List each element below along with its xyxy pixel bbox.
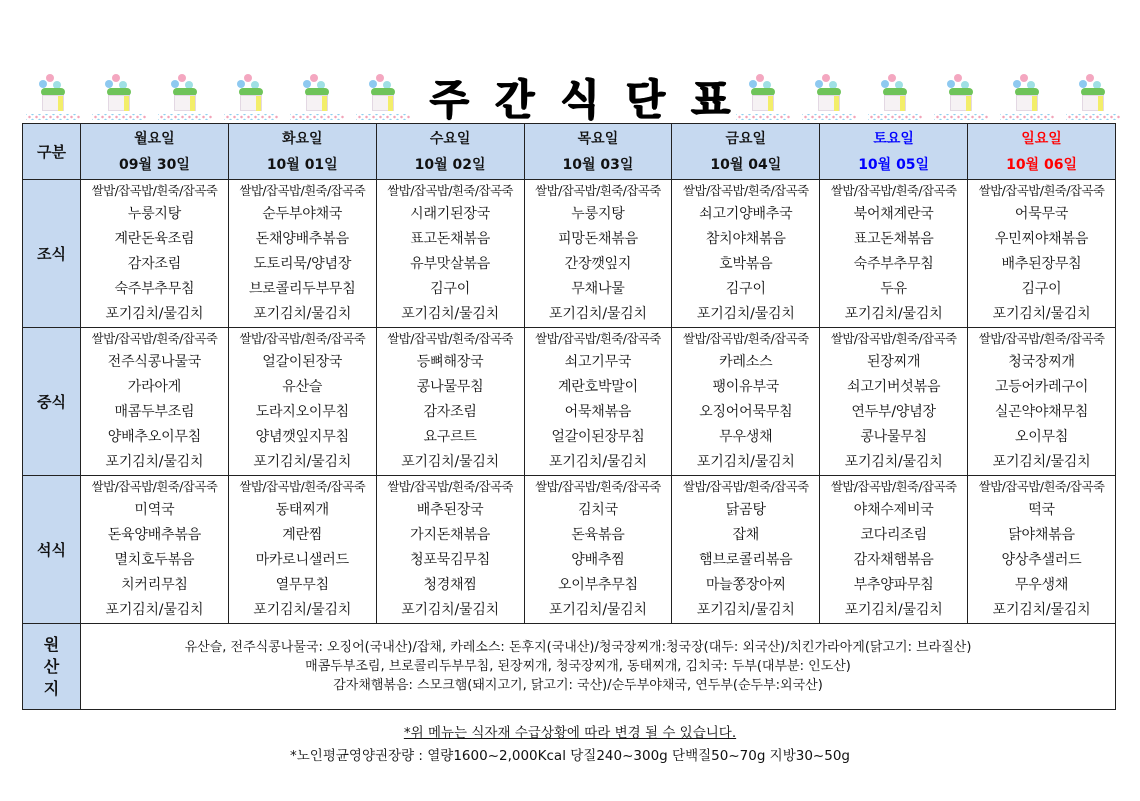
- rice-options: 쌀밥/잡곡밥/흰죽/잡곡죽: [535, 479, 661, 494]
- dish-item: 간장깻잎지: [564, 256, 632, 272]
- dish-item: 멸치호두볶음: [114, 552, 195, 568]
- dish-item: 포기김치/물김치: [696, 454, 795, 470]
- dish-item: 가지돈채볶음: [410, 527, 491, 543]
- menu-cell: [672, 476, 820, 624]
- day-header: [228, 124, 376, 180]
- day-date: 10월 02일: [414, 156, 486, 173]
- dish-item: 누룽지탕: [571, 206, 625, 222]
- meal-label: 석식: [23, 476, 81, 624]
- dish-item: 전주식콩나물국: [107, 354, 202, 370]
- meal-row: [23, 328, 1116, 476]
- dish-item: 포기김치/물김치: [105, 454, 204, 470]
- weekly-menu-table: [22, 123, 1116, 710]
- rice-options: 쌀밥/잡곡밥/흰죽/잡곡죽: [830, 331, 957, 346]
- meal-row: [23, 180, 1116, 328]
- dish-item: 양념깻잎지무침: [255, 429, 349, 445]
- dish-item: 김구이: [430, 281, 471, 297]
- dish-item: 유산슬: [282, 379, 323, 395]
- origin-label: [23, 624, 81, 710]
- day-name: 목요일: [577, 130, 619, 147]
- nutrition-guideline: *노인평균영양권장량 : 열량1600~2,000Kcal 당질240~300g 단백질50~70g 지방30~50g: [290, 748, 850, 764]
- dish-item: 포기김치/물김치: [401, 454, 499, 470]
- menu-cell: [376, 476, 524, 624]
- dish-item: 돈육양배추볶음: [107, 527, 202, 543]
- dish-item: 김구이: [725, 281, 766, 297]
- dish-item: 연두부/양념장: [851, 404, 936, 420]
- title-char: 표: [691, 74, 730, 124]
- flower-pot-icon: [798, 70, 858, 122]
- flower-pot-icon: [1062, 70, 1122, 122]
- dish-item: 오징어어묵무침: [699, 404, 793, 420]
- dish-item: 표고돈채볶음: [410, 231, 491, 247]
- menu-cell: [228, 476, 376, 624]
- menu-cell: [524, 180, 672, 328]
- origin-info: [81, 624, 1116, 710]
- menu-cell: [228, 180, 376, 328]
- title-char: 주: [430, 74, 469, 124]
- rice-options: 쌀밥/잡곡밥/흰죽/잡곡죽: [91, 331, 218, 346]
- dish-item: 도라지오이무침: [255, 404, 349, 420]
- menu-cell: [81, 476, 229, 624]
- origin-label-char: 원: [43, 634, 60, 654]
- rice-options: 쌀밥/잡곡밥/흰죽/잡곡죽: [239, 183, 366, 198]
- dish-item: 매콤두부조림: [114, 404, 195, 420]
- dish-item: 포기김치/물김치: [401, 602, 499, 618]
- rice-options: 쌀밥/잡곡밥/흰죽/잡곡죽: [91, 479, 218, 494]
- rice-options: 쌀밥/잡곡밥/흰죽/잡곡죽: [91, 183, 218, 198]
- page-title: [430, 70, 730, 122]
- origin-label-char: 산: [43, 656, 60, 676]
- dish-item: 치커리무침: [121, 577, 188, 593]
- flower-pot-icon: [154, 70, 214, 122]
- dish-item: 어묵무국: [1014, 206, 1069, 222]
- day-header: [820, 124, 968, 180]
- dish-item: 콩나물무침: [416, 379, 484, 395]
- rice-options: 쌀밥/잡곡밥/흰죽/잡곡죽: [978, 183, 1105, 198]
- dish-item: 포기김치/물김치: [992, 454, 1091, 470]
- day-date: 10월 05일: [858, 156, 930, 173]
- dish-item: 김구이: [1021, 281, 1062, 297]
- flower-pot-icon: [864, 70, 924, 122]
- dish-item: 포기김치/물김치: [696, 306, 795, 322]
- dish-item: 양배추오이무침: [107, 429, 202, 445]
- rice-options: 쌀밥/잡곡밥/흰죽/잡곡죽: [978, 331, 1105, 346]
- dish-item: 어묵채볶음: [564, 404, 632, 420]
- dish-item: 포기김치/물김치: [105, 306, 204, 322]
- dish-item: 포기김치/물김치: [253, 306, 352, 322]
- rice-options: 쌀밥/잡곡밥/흰죽/잡곡죽: [239, 331, 366, 346]
- dish-item: 두유: [880, 281, 907, 297]
- rice-options: 쌀밥/잡곡밥/흰죽/잡곡죽: [535, 183, 661, 198]
- origin-label-char: 지: [43, 678, 60, 698]
- dish-item: 실곤약야채무침: [994, 404, 1089, 420]
- dish-item: 시래기된장국: [410, 206, 491, 222]
- dish-item: 숙주부추무침: [853, 256, 934, 272]
- dish-item: 포기김치/물김치: [253, 454, 352, 470]
- dish-item: 오이부추무침: [557, 577, 638, 593]
- menu-cell: [820, 476, 968, 624]
- dish-item: 닭야채볶음: [1008, 527, 1075, 543]
- dish-item: 유부맛살볶음: [410, 256, 491, 272]
- dish-item: 숙주부추무침: [114, 281, 195, 297]
- rice-options: 쌀밥/잡곡밥/흰죽/잡곡죽: [830, 479, 957, 494]
- meal-row: [23, 476, 1116, 624]
- day-name: 금요일: [725, 130, 767, 147]
- dish-item: 포기김치/물김치: [844, 602, 943, 618]
- day-date: 09월 30일: [118, 156, 190, 173]
- rice-options: 쌀밥/잡곡밥/흰죽/잡곡죽: [683, 479, 809, 494]
- menu-change-notice: *위 메뉴는 식자재 수급상황에 따라 변경 될 수 있습니다.: [403, 725, 737, 741]
- day-name: 수요일: [429, 130, 471, 147]
- day-name: 월요일: [134, 130, 175, 147]
- rice-options: 쌀밥/잡곡밥/흰죽/잡곡죽: [683, 183, 809, 198]
- flower-pot-icon: [352, 70, 412, 122]
- day-date: 10월 04일: [710, 156, 782, 173]
- day-header: [81, 124, 229, 180]
- dish-item: 감자채햄볶음: [853, 552, 934, 568]
- menu-cell: [820, 328, 968, 476]
- dish-item: 돈채양배추볶음: [255, 231, 349, 247]
- dish-item: 계란호박말이: [557, 379, 638, 395]
- dish-item: 김치국: [577, 502, 618, 518]
- dish-item: 감자조림: [423, 404, 477, 420]
- dish-item: 얼갈이된장국: [262, 354, 343, 370]
- dish-item: 된장찌개: [866, 354, 921, 370]
- menu-cell: [968, 476, 1116, 624]
- menu-cell: [672, 180, 820, 328]
- dish-item: 햄브로콜리볶음: [699, 552, 793, 568]
- rice-options: 쌀밥/잡곡밥/흰죽/잡곡죽: [239, 479, 366, 494]
- origin-line: 매콤두부조림, 브로콜리두부무침, 된장찌개, 청국장찌개, 동태찌개, 김치국: 두부(대부분: 인도산): [305, 659, 851, 674]
- dish-item: 쇠고기버섯볶음: [847, 379, 941, 395]
- page-header: [22, 70, 1118, 122]
- dish-item: 무우생채: [719, 429, 773, 445]
- dish-item: 가라아게: [127, 379, 182, 395]
- dish-item: 떡국: [1028, 502, 1055, 518]
- day-name: 토요일: [873, 130, 914, 147]
- day-name: 화요일: [281, 130, 323, 147]
- dish-item: 참치야채볶음: [705, 231, 786, 247]
- flower-pot-icon: [286, 70, 346, 122]
- dish-item: 양배추찜: [571, 552, 625, 568]
- dish-item: 미역국: [134, 502, 175, 518]
- menu-cell: [968, 328, 1116, 476]
- day-header: [524, 124, 672, 180]
- menu-cell: [376, 328, 524, 476]
- origin-line: 유산슬, 전주식콩나물국: 오징어(국내산)/잡채, 카레소스: 돈후지(국내산)/청국장찌개:청국장(대두: 외국산)/치킨가라아게(닭고기: 브라질산): [184, 640, 972, 655]
- dish-item: 도토리묵/양념장: [253, 256, 352, 272]
- day-header: [968, 124, 1116, 180]
- dish-item: 계란돈육조림: [114, 231, 195, 247]
- rice-options: 쌀밥/잡곡밥/흰죽/잡곡죽: [830, 183, 957, 198]
- dish-item: 포기김치/물김치: [844, 454, 943, 470]
- flower-pot-icon: [22, 70, 82, 122]
- day-header-row: [23, 124, 1116, 180]
- menu-cell: [672, 328, 820, 476]
- title-char: 단: [625, 74, 665, 124]
- dish-item: 팽이유부국: [712, 379, 780, 395]
- dish-item: 무채나물: [571, 281, 625, 297]
- dish-item: 포기김치/물김치: [696, 602, 795, 618]
- corner-label: 구분: [23, 124, 81, 180]
- dish-item: 요구르트: [423, 429, 477, 445]
- dish-item: 표고돈채볶음: [853, 231, 934, 247]
- dish-item: 동태찌개: [275, 502, 329, 518]
- dish-item: 마카로니샐러드: [255, 552, 349, 568]
- flower-pot-icon: [732, 70, 792, 122]
- title-char: 식: [560, 74, 600, 124]
- dish-item: 콩나물무침: [860, 429, 927, 445]
- dish-item: 포기김치/물김치: [253, 602, 352, 618]
- dish-item: 계란찜: [282, 527, 323, 543]
- title-char: 간: [495, 74, 534, 124]
- dish-item: 얼갈이된장무침: [551, 429, 645, 445]
- dish-item: 닭곰탕: [725, 502, 766, 518]
- menu-cell: [524, 328, 672, 476]
- dish-item: 마늘쫑장아찌: [705, 577, 786, 593]
- dish-item: 카레소스: [719, 354, 773, 370]
- dish-item: 순두부야채국: [262, 206, 343, 222]
- dish-item: 피망돈채볶음: [557, 231, 638, 247]
- rice-options: 쌀밥/잡곡밥/흰죽/잡곡죽: [387, 183, 513, 198]
- meal-label: 중식: [23, 328, 81, 476]
- dish-item: 양상추샐러드: [1001, 552, 1082, 568]
- day-date: 10월 03일: [562, 156, 634, 173]
- rice-options: 쌀밥/잡곡밥/흰죽/잡곡죽: [535, 331, 661, 346]
- dish-item: 쇠고기양배추국: [699, 206, 793, 222]
- dish-item: 청국장찌개: [1008, 354, 1075, 370]
- menu-cell: [228, 328, 376, 476]
- dish-item: 돈육볶음: [571, 527, 625, 543]
- origin-line: 감자채햄볶음: 스모크햄(돼지고기, 닭고기: 국산)/순두부야채국, 연두부(순두부:외국산): [333, 678, 823, 693]
- dish-item: 청포묵김무침: [410, 552, 491, 568]
- origin-row: [23, 624, 1116, 710]
- flower-pots-left: [22, 70, 412, 122]
- menu-cell: [81, 180, 229, 328]
- dish-item: 배추된장국: [416, 502, 484, 518]
- dish-item: 누룽지탕: [127, 206, 182, 222]
- dish-item: 등뼈해장국: [416, 354, 484, 370]
- rice-options: 쌀밥/잡곡밥/흰죽/잡곡죽: [683, 331, 809, 346]
- dish-item: 잡채: [732, 527, 760, 543]
- dish-item: 포기김치/물김치: [992, 306, 1091, 322]
- dish-item: 포기김치/물김치: [105, 602, 204, 618]
- dish-item: 쇠고기무국: [564, 354, 632, 370]
- dish-item: 호박볶음: [719, 256, 773, 272]
- flower-pots-right: [732, 70, 1122, 122]
- dish-item: 포기김치/물김치: [844, 306, 943, 322]
- flower-pot-icon: [930, 70, 990, 122]
- meal-label: 조식: [23, 180, 81, 328]
- dish-item: 고등어카레구이: [994, 379, 1089, 395]
- dish-item: 배추된장무침: [1001, 256, 1082, 272]
- rice-options: 쌀밥/잡곡밥/흰죽/잡곡죽: [978, 479, 1105, 494]
- flower-pot-icon: [88, 70, 148, 122]
- dish-item: 감자조림: [127, 256, 182, 272]
- dish-item: 포기김치/물김치: [549, 306, 647, 322]
- dish-item: 코다리조림: [860, 527, 927, 543]
- day-header: [672, 124, 820, 180]
- dish-item: 포기김치/물김치: [992, 602, 1091, 618]
- menu-cell: [820, 180, 968, 328]
- menu-cell: [524, 476, 672, 624]
- flower-pot-icon: [220, 70, 280, 122]
- day-header: [376, 124, 524, 180]
- dish-item: 북어채계란국: [853, 206, 934, 222]
- menu-cell: [376, 180, 524, 328]
- rice-options: 쌀밥/잡곡밥/흰죽/잡곡죽: [387, 479, 513, 494]
- dish-item: 우민찌야채볶음: [994, 231, 1089, 247]
- dish-item: 오이무침: [1014, 429, 1069, 445]
- day-date: 10월 01일: [266, 156, 338, 173]
- dish-item: 무우생채: [1014, 577, 1069, 593]
- day-date: 10월 06일: [1006, 156, 1077, 173]
- day-name: 일요일: [1021, 130, 1062, 147]
- dish-item: 열무무침: [275, 577, 329, 593]
- dish-item: 부추양파무침: [853, 577, 934, 593]
- rice-options: 쌀밥/잡곡밥/흰죽/잡곡죽: [387, 331, 513, 346]
- menu-cell: [968, 180, 1116, 328]
- dish-item: 브로콜리두부무침: [248, 281, 356, 297]
- menu-cell: [81, 328, 229, 476]
- dish-item: 청경채찜: [423, 577, 477, 593]
- dish-item: 포기김치/물김치: [401, 306, 499, 322]
- flower-pot-icon: [996, 70, 1056, 122]
- dish-item: 포기김치/물김치: [549, 454, 647, 470]
- dish-item: 포기김치/물김치: [549, 602, 647, 618]
- dish-item: 야채수제비국: [853, 502, 934, 518]
